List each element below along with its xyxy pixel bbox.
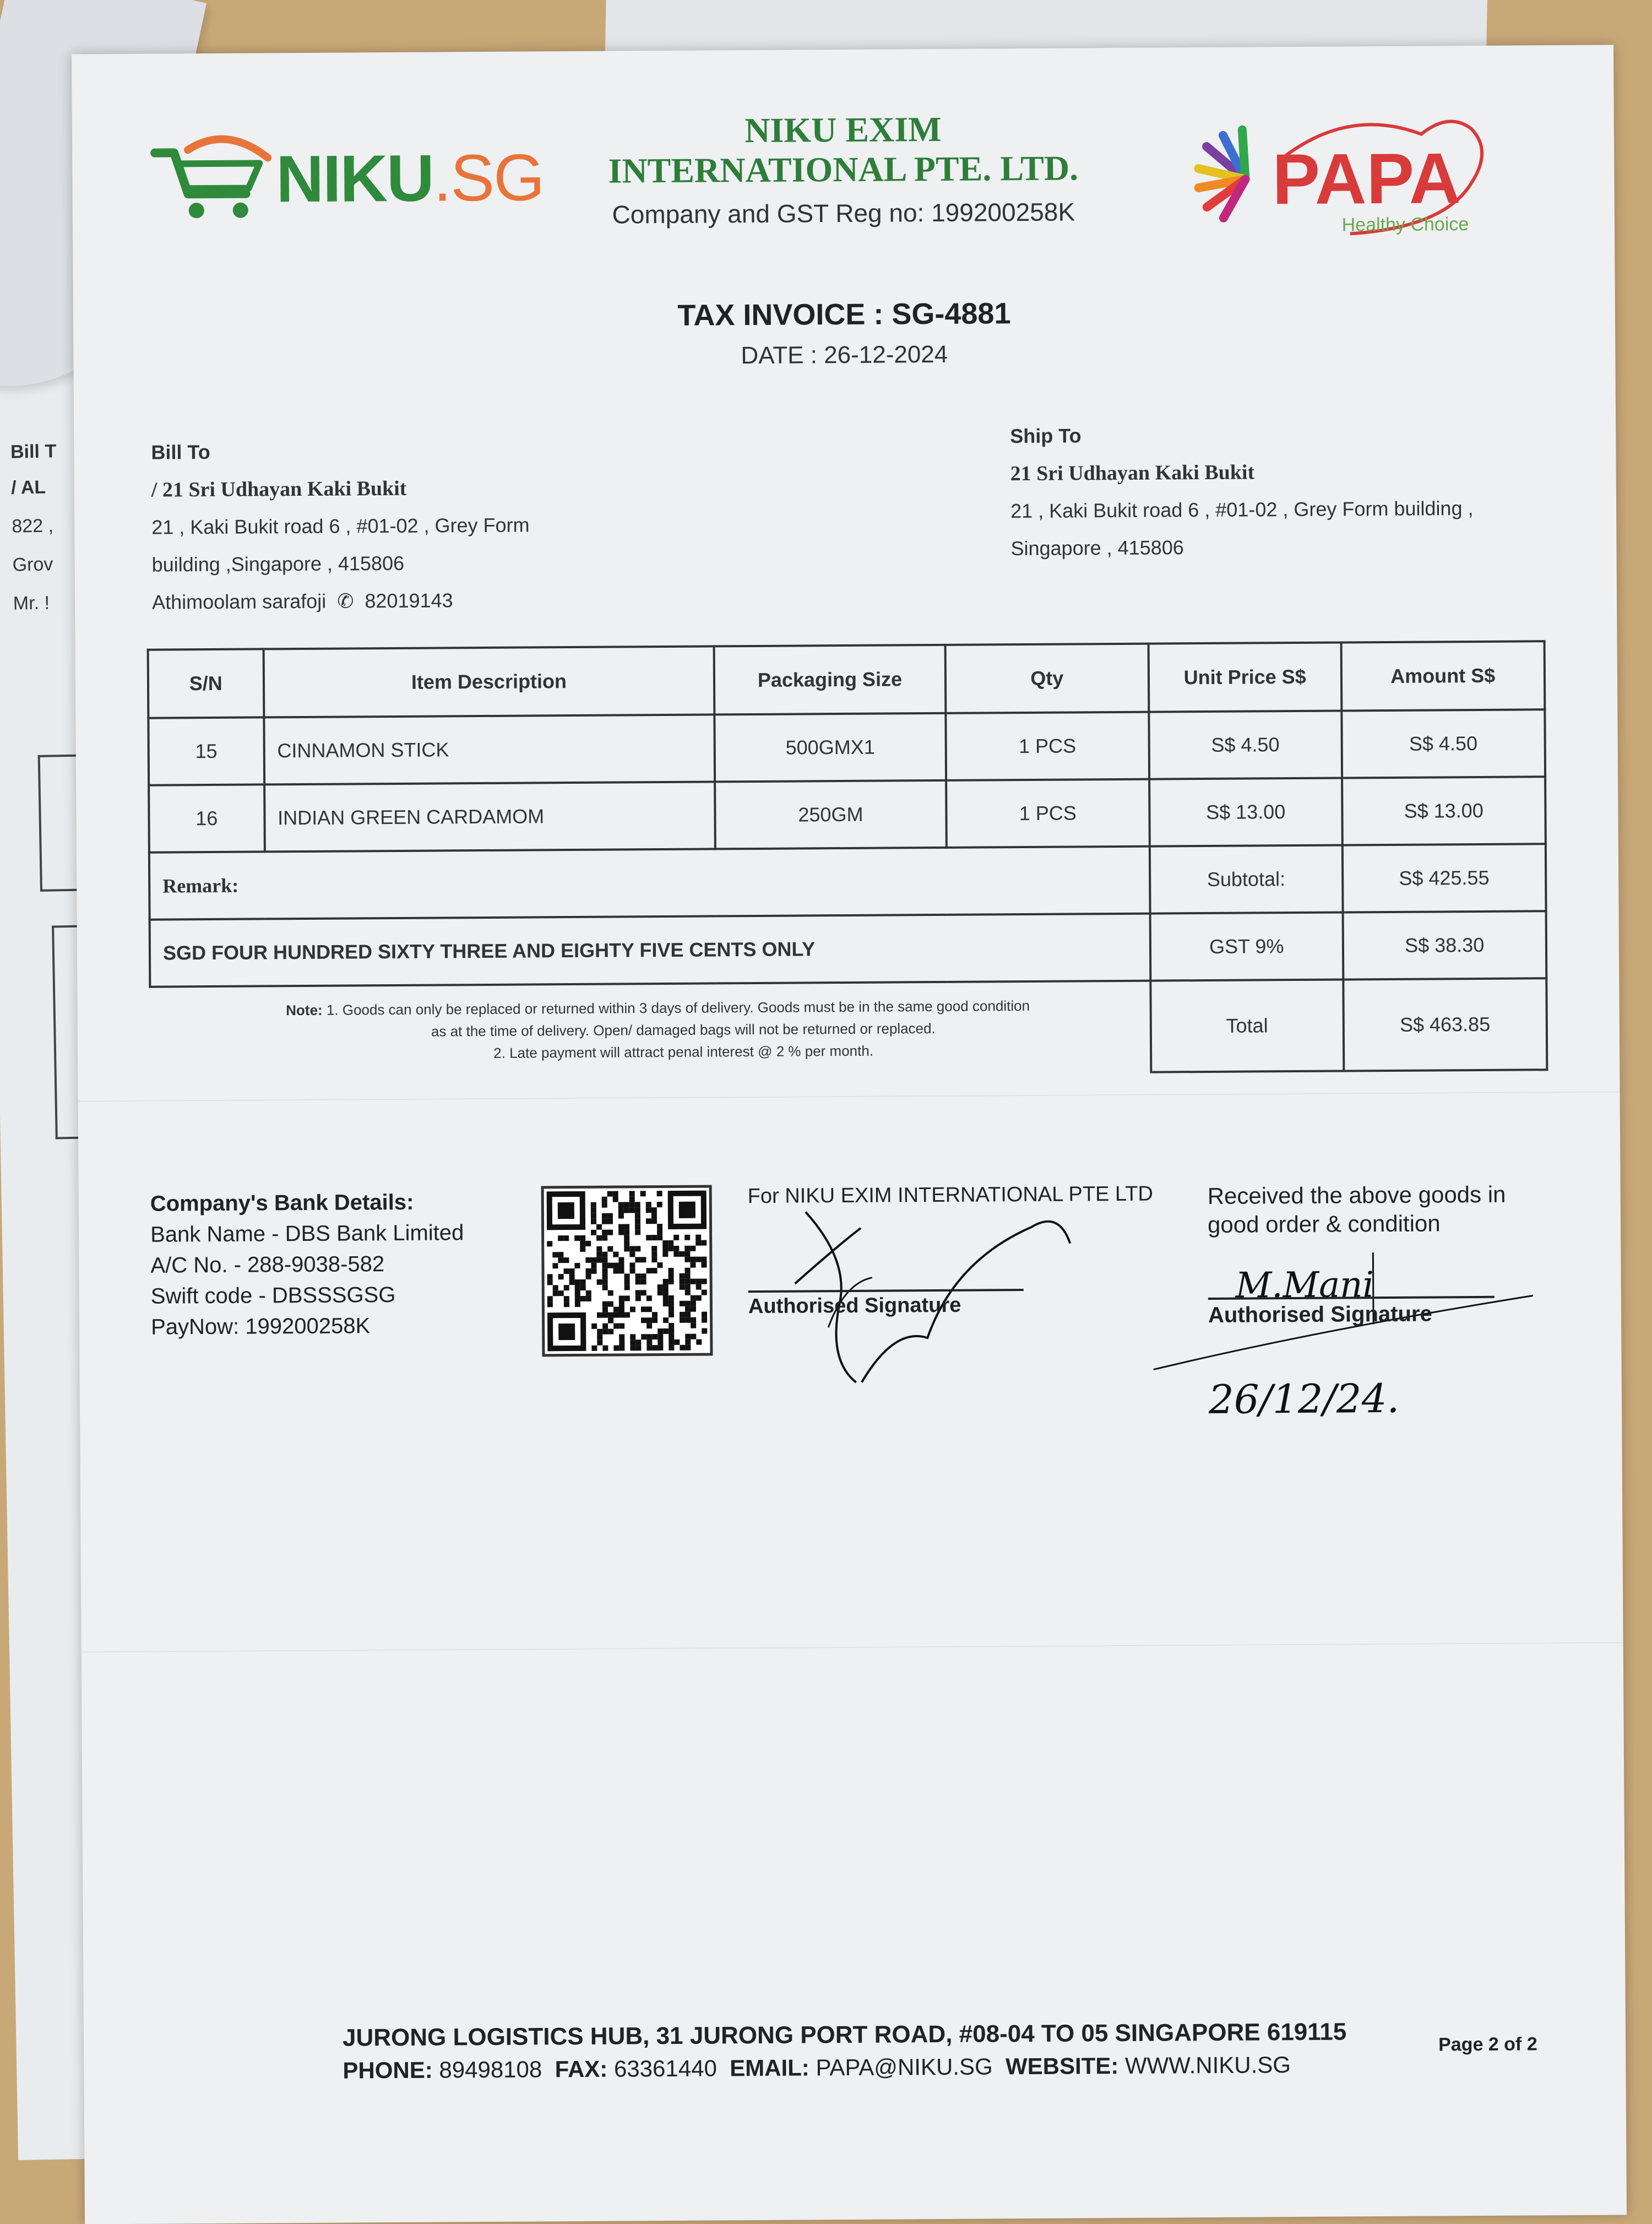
table-header-row: [148, 641, 1545, 718]
paper-fold: [78, 1091, 1620, 1102]
item-unit-price: S$ 4.50: [1149, 710, 1341, 779]
received-line2: good order & condition: [1207, 1210, 1441, 1238]
background-label: / AL: [10, 476, 46, 498]
received-text: [1208, 1180, 1561, 1239]
column-header: Qty: [945, 644, 1149, 713]
footer-fax: 63361440: [613, 2055, 717, 2082]
page-number: Page 2 of 2: [1438, 2033, 1537, 2055]
bill-to-address2: building ,Singapore , 415806: [151, 551, 405, 576]
column-header: Amount S$: [1341, 641, 1545, 710]
invoice-page: [72, 45, 1627, 2224]
authorised-signature-label: Authorised Signature: [748, 1293, 961, 1319]
received-line1: Received the above goods in: [1207, 1181, 1506, 1209]
bill-to-name: / 21 Sri Udhayan Kaki Bukit: [151, 476, 407, 502]
item-description: INDIAN GREEN CARDAMOM: [264, 782, 715, 851]
items-table: [147, 640, 1548, 1080]
item-sn: 15: [148, 717, 264, 785]
amount-words-row: [150, 911, 1547, 986]
item-unit-price: S$ 13.00: [1149, 778, 1342, 846]
niku-logo-text: NIKU.SG: [276, 140, 544, 216]
bill-to-phone: 82019143: [365, 589, 453, 612]
fax-label: FAX:: [555, 2055, 608, 2082]
authorised-signature-label: Authorised Signature: [1208, 1301, 1432, 1327]
item-packaging: 500GMX1: [715, 713, 946, 782]
handwritten-date: 26/12/24.: [1208, 1375, 1400, 1423]
email-label: EMAIL:: [730, 2054, 809, 2081]
remark-row: [149, 844, 1546, 919]
bank-account: A/C No. - 288-9038-582: [150, 1252, 385, 1278]
company-reg-no: Company and GST Reg no: 199200258K: [612, 197, 1075, 229]
paynow-qr-code: [541, 1185, 713, 1357]
company-name-line1: NIKU EXIM: [745, 109, 942, 150]
remark-label: Remark:: [149, 847, 1150, 920]
column-header: Unit Price S$: [1149, 642, 1341, 712]
item-sn: 16: [149, 784, 264, 852]
bank-heading: Company's Bank Details:: [150, 1190, 414, 1216]
item-qty: 1 PCS: [946, 779, 1150, 848]
total-label: Total: [1150, 979, 1344, 1072]
footer-website: WWW.NIKU.SG: [1124, 2052, 1291, 2079]
footer-phone: 89498108: [439, 2056, 542, 2083]
ship-to-block: [1010, 415, 1474, 567]
shopping-cart-icon: [149, 130, 276, 224]
gst-label: GST 9%: [1150, 912, 1343, 980]
company-name-line2: INTERNATIONAL PTE. LTD.: [608, 148, 1079, 191]
background-label: Mr. !: [13, 592, 50, 614]
invoice-title: TAX INVOICE : SG-4881: [677, 297, 1011, 332]
item-packaging: 250GM: [715, 780, 946, 849]
receiver-signature: [1153, 1246, 1539, 1460]
phone-label: PHONE:: [343, 2057, 433, 2084]
table-row: [148, 709, 1545, 785]
ship-to-heading: Ship To: [1010, 424, 1082, 448]
note-1a: 1. Goods can only be replaced or returned within 3 days of delivery. Goods must be in the same good condition: [326, 997, 1030, 1018]
papa-logo-graphic: [1184, 95, 1516, 263]
bank-paynow: PayNow: 199200258K: [151, 1314, 371, 1339]
papa-logo-text: PAPA: [1272, 138, 1461, 220]
bank-details: [150, 1186, 465, 1342]
item-amount: S$ 4.50: [1341, 709, 1545, 778]
column-header: S/N: [148, 649, 264, 718]
footer-address: JURONG LOGISTICS HUB, 31 JURONG PORT ROAD, #08-04 TO 05 SINGAPORE 619115: [342, 2018, 1347, 2052]
total-row: [150, 978, 1547, 1078]
bill-to-block: [151, 431, 530, 621]
background-label: 822 ,: [12, 515, 54, 537]
item-qty: 1 PCS: [945, 712, 1149, 780]
handwritten-name: M.Mani: [1235, 1265, 1374, 1306]
note-label: Note:: [286, 1001, 323, 1019]
note-1b: as at the time of delivery. Open/ damaged bags will not be returned or replaced.: [431, 1020, 936, 1040]
website-label: WEBSITE:: [1005, 2053, 1119, 2080]
notes: [150, 981, 1151, 1078]
bill-to-address1: 21 , Kaki Bukit road 6 , #01-02 , Grey Form: [151, 513, 530, 539]
background-label: Grov: [12, 554, 53, 576]
bill-to-contact: Athimoolam sarafoji: [151, 589, 327, 614]
footer-email: PAPA@NIKU.SG: [816, 2053, 993, 2081]
table-row: [149, 777, 1546, 852]
total-value: S$ 463.85: [1343, 978, 1547, 1071]
papa-tagline: Healthy Choice: [1341, 214, 1469, 236]
qr-code-graphic: [544, 1188, 710, 1354]
ship-to-address2: Singapore , 415806: [1010, 536, 1184, 560]
bank-swift: Swift code - DBSSSGSG: [150, 1283, 396, 1309]
ship-to-name: 21 Sri Udhayan Kaki Bukit: [1010, 460, 1255, 486]
company-name: [568, 109, 1119, 191]
paper-fold: [81, 1642, 1623, 1652]
amount-in-words: SGD FOUR HUNDRED SIXTY THREE AND EIGHTY FIVE CENTS ONLY: [150, 914, 1151, 987]
subtotal-value: S$ 425.55: [1342, 844, 1546, 912]
item-description: CINNAMON STICK: [264, 714, 715, 784]
invoice-date: DATE : 26-12-2024: [741, 340, 948, 370]
bill-to-heading: Bill To: [151, 441, 210, 464]
for-company-text: For NIKU EXIM INTERNATIONAL PTE LTD: [747, 1182, 1154, 1208]
ship-to-address1: 21 , Kaki Bukit road 6 , #01-02 , Grey Form building ,: [1010, 497, 1474, 523]
bill-to-contact-line: [152, 581, 530, 621]
item-amount: S$ 13.00: [1342, 777, 1546, 845]
papa-logo: [1184, 95, 1516, 274]
niku-logo: [149, 129, 544, 219]
footer-contact: [343, 2052, 1291, 2084]
background-label: Bill T: [10, 441, 57, 463]
column-header: Item Description: [263, 646, 714, 717]
gst-value: S$ 38.30: [1343, 911, 1546, 979]
column-header: Packaging Size: [714, 645, 945, 715]
note-2: 2. Late payment will attract penal interest @ 2 % per month.: [493, 1042, 874, 1061]
bank-name: Bank Name - DBS Bank Limited: [150, 1221, 464, 1247]
phone-icon: ✆: [337, 589, 354, 612]
subtotal-label: Subtotal:: [1150, 845, 1343, 913]
